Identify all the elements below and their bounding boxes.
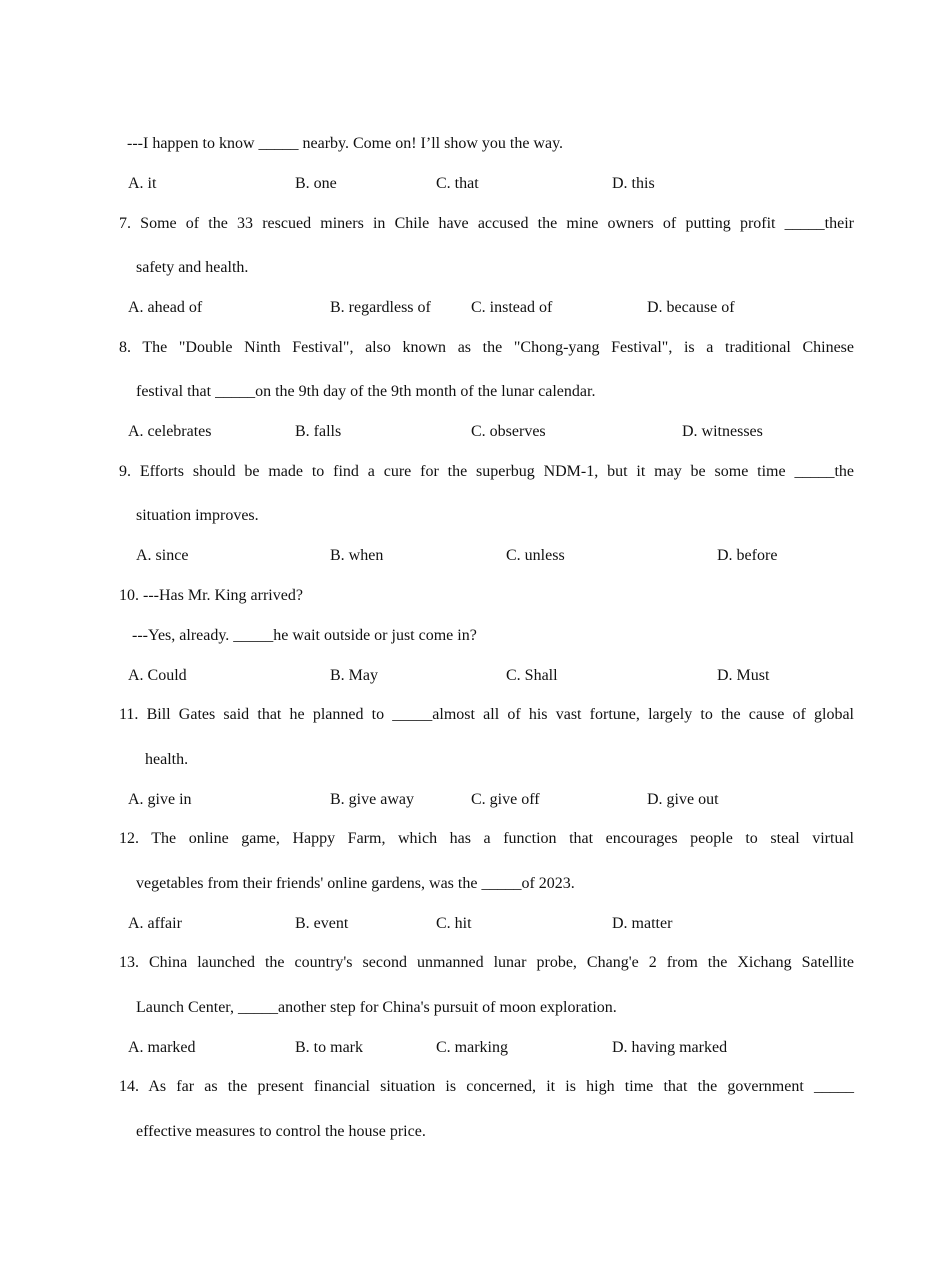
q7-option-c: C. instead of xyxy=(471,299,553,316)
q10-option-b: B. May xyxy=(330,667,378,684)
q10-option-c: C. Shall xyxy=(506,667,558,684)
q7-stem-line1: 7. Some of the 33 rescued miners in Chile have accused the mine owners of putting profit _____their xyxy=(119,215,854,232)
q9-option-b: B. when xyxy=(330,547,384,564)
q8-stem-line1: 8. The "Double Ninth Festival", also known as the "Chong-yang Festival", is a traditional Chinese xyxy=(119,339,854,356)
q11-stem-line2: health. xyxy=(145,751,189,768)
q9-option-a: A. since xyxy=(136,547,189,564)
q8-option-d: D. witnesses xyxy=(682,423,763,440)
q12-option-b: B. event xyxy=(295,915,349,932)
q13-stem-line2: Launch Center, _____another step for China's pursuit of moon exploration. xyxy=(136,999,617,1016)
q9-stem-line2: situation improves. xyxy=(136,507,259,524)
q10-option-d: D. Must xyxy=(717,667,770,684)
q8-option-c: C. observes xyxy=(471,423,546,440)
q14-stem-line2: effective measures to control the house price. xyxy=(136,1123,426,1140)
q7-option-b: B. regardless of xyxy=(330,299,431,316)
q11-option-a: A. give in xyxy=(128,791,192,808)
q6-option-b: B. one xyxy=(295,175,337,192)
q10-option-a: A. Could xyxy=(128,667,187,684)
q9-option-c: C. unless xyxy=(506,547,565,564)
q12-option-c: C. hit xyxy=(436,915,472,932)
q7-option-d: D. because of xyxy=(647,299,735,316)
q11-stem-line1: 11. Bill Gates said that he planned to _____almost all of his vast fortune, largely to the cause of global xyxy=(119,706,854,723)
q8-option-a: A. celebrates xyxy=(128,423,212,440)
q10-stem-line2: ---Yes, already. _____he wait outside or just come in? xyxy=(132,627,477,644)
q11-option-c: C. give off xyxy=(471,791,540,808)
q13-option-a: A. marked xyxy=(128,1039,196,1056)
q8-stem-line2: festival that _____on the 9th day of the 9th month of the lunar calendar. xyxy=(136,383,596,400)
q7-stem-line2: safety and health. xyxy=(136,259,249,276)
q13-option-b: B. to mark xyxy=(295,1039,363,1056)
q13-option-c: C. marking xyxy=(436,1039,508,1056)
q14-stem-line1: 14. As far as the present financial situation is concerned, it is high time that the government _____ xyxy=(119,1078,854,1095)
q9-option-d: D. before xyxy=(717,547,778,564)
q6-option-a: A. it xyxy=(128,175,157,192)
q9-stem-line1: 9. Efforts should be made to find a cure for the superbug NDM-1, but it may be some time _____the xyxy=(119,463,854,480)
q12-option-a: A. affair xyxy=(128,915,182,932)
q10-stem-line1: 10. ---Has Mr. King arrived? xyxy=(119,587,303,604)
q6-option-c: C. that xyxy=(436,175,479,192)
q13-option-d: D. having marked xyxy=(612,1039,728,1056)
q6-option-d: D. this xyxy=(612,175,655,192)
q12-stem-line2: vegetables from their friends' online gardens, was the _____of 2023. xyxy=(136,875,575,892)
q12-option-d: D. matter xyxy=(612,915,673,932)
q7-option-a: A. ahead of xyxy=(128,299,203,316)
q11-option-b: B. give away xyxy=(330,791,414,808)
q6-reply: ---I happen to know _____ nearby. Come on! I’ll show you the way. xyxy=(127,135,564,152)
q11-option-d: D. give out xyxy=(647,791,719,808)
q12-stem-line1: 12. The online game, Happy Farm, which has a function that encourages people to steal virtual xyxy=(119,830,854,847)
q13-stem-line1: 13. China launched the country's second unmanned lunar probe, Chang'e 2 from the Xichang Satellite xyxy=(119,954,854,971)
q8-option-b: B. falls xyxy=(295,423,342,440)
